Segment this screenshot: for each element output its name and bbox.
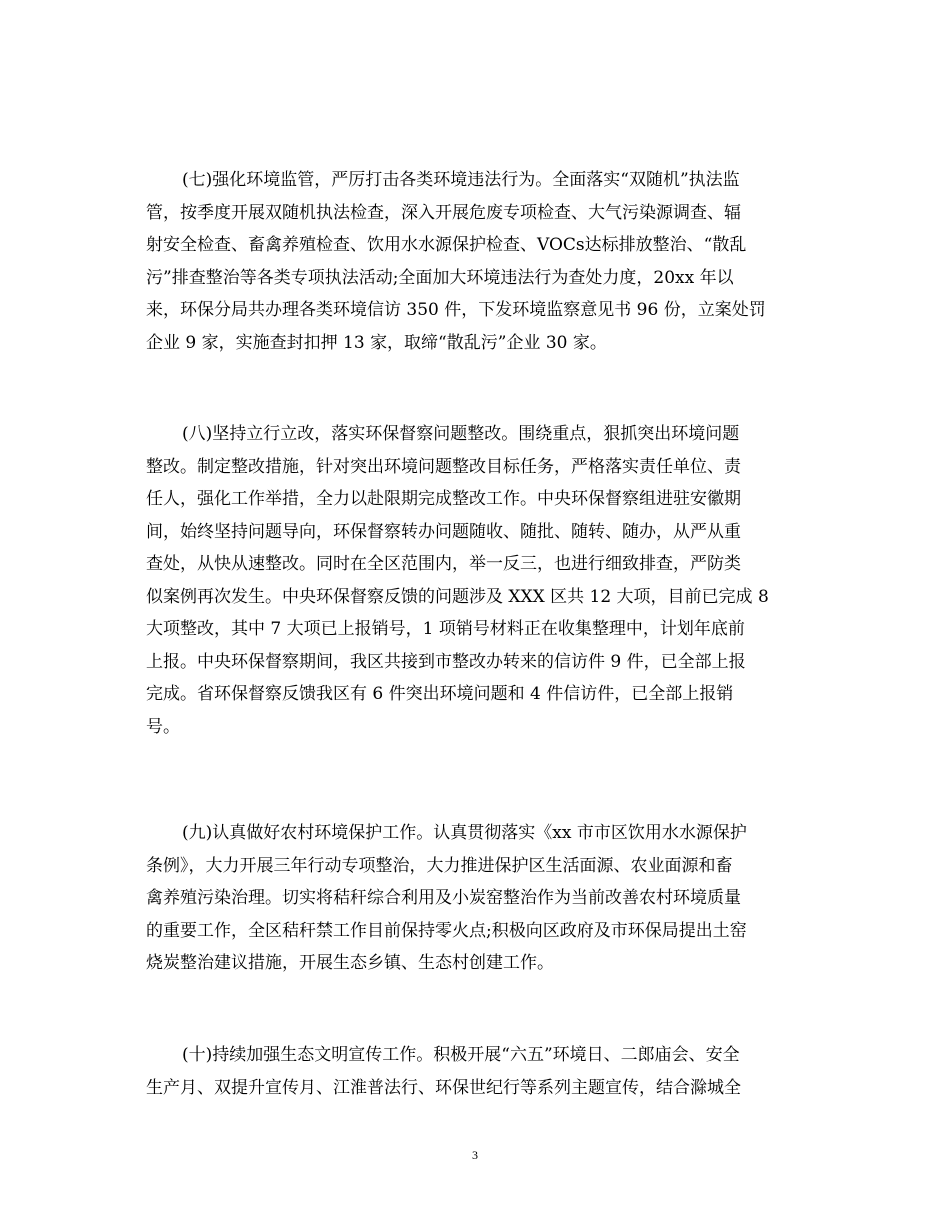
text-line: 污”排查整治等各类专项执法活动;全面加大环境违法行为查处力度，20xx 年以	[146, 267, 734, 288]
text-line: 生产月、双提升宣传月、江淮普法行、环保世纪行等系列主题宣传，结合滁城全	[146, 1077, 741, 1098]
text-line: 企业 9 家，实施查封扣押 13 家，取缔“散乱污”企业 30 家。	[146, 332, 607, 353]
text-line: 查处，从快从速整改。同时在全区范围内，举一反三，也进行细致排查，严防类	[146, 554, 741, 574]
page-number: 3	[472, 1148, 478, 1162]
text-line: (八)坚持立行立改，落实环保督察问题整改。围绕重点，狠抓突出环境问题	[182, 424, 740, 444]
paragraph-10	[146, 1039, 806, 1104]
text-line: 的重要工作，全区秸秆禁工作目前保持零火点;积极向区政府及市环保局提出土窑	[146, 920, 747, 941]
text-line: 整改。制定整改措施，针对突出环境问题整改目标任务，严格落实责任单位、责	[146, 456, 741, 477]
text-line: 射安全检查、畜禽养殖检查、饮用水水源保护检查、VOCs达标排放整治、“散乱	[146, 235, 747, 255]
paragraph-9	[146, 817, 806, 980]
text-line: 大项整改，其中 7 大项已上报销号，1 项销号材料正在收集整理中，计划年底前	[146, 619, 745, 639]
text-line: (七)强化环境监管，严厉打击各类环境违法行为。全面落实“双随机”执法监	[182, 170, 740, 190]
paragraph-7	[146, 164, 806, 359]
text-line: 管，按季度开展双随机执法检查，深入开展危废专项检查、大气污染源调查、辐	[146, 202, 741, 223]
text-line: (九)认真做好农村环境保护工作。认真贯彻落实《xx 市市区饮用水水源保护	[182, 823, 747, 843]
text-line: 似案例再次发生。中央环保督察反馈的问题涉及 XXX 区共 12 大项，目前已完成 8	[146, 586, 769, 607]
text-line: 完成。省环保督察反馈我区有 6 件突出环境问题和 4 件信访件，已全部上报销	[146, 684, 734, 704]
text-line: 间，始终坚持问题导向，环保督察转办问题随收、随批、随转、随办，从严从重	[146, 521, 741, 542]
text-line: 号。	[146, 716, 180, 737]
text-line: 来，环保分局共办理各类环境信访 350 件，下发环境监察意见书 96 份，立案处罚	[146, 300, 766, 320]
text-line: 条例》，大力开展三年行动专项整治，大力推进保护区生活面源、农业面源和畜	[146, 855, 733, 876]
text-line: 上报。中央环保督察期间，我区共接到市整改办转来的信访件 9 件，已全部上报	[146, 651, 746, 672]
text-line: 禽养殖污染治理。切实将秸秆综合利用及小炭窑整治作为当前改善农村环境质量	[146, 888, 741, 908]
text-line: (十)持续加强生态文明宣传工作。积极开展“六五”环境日、二郎庙会、安全	[182, 1045, 740, 1065]
text-line: 任人，强化工作举措，全力以赴限期完成整改工作。中央环保督察组进驻安徽期	[146, 489, 741, 509]
text-line: 烧炭整治建议措施，开展生态乡镇、生态村创建工作。	[146, 953, 554, 973]
paragraph-8	[146, 418, 806, 743]
